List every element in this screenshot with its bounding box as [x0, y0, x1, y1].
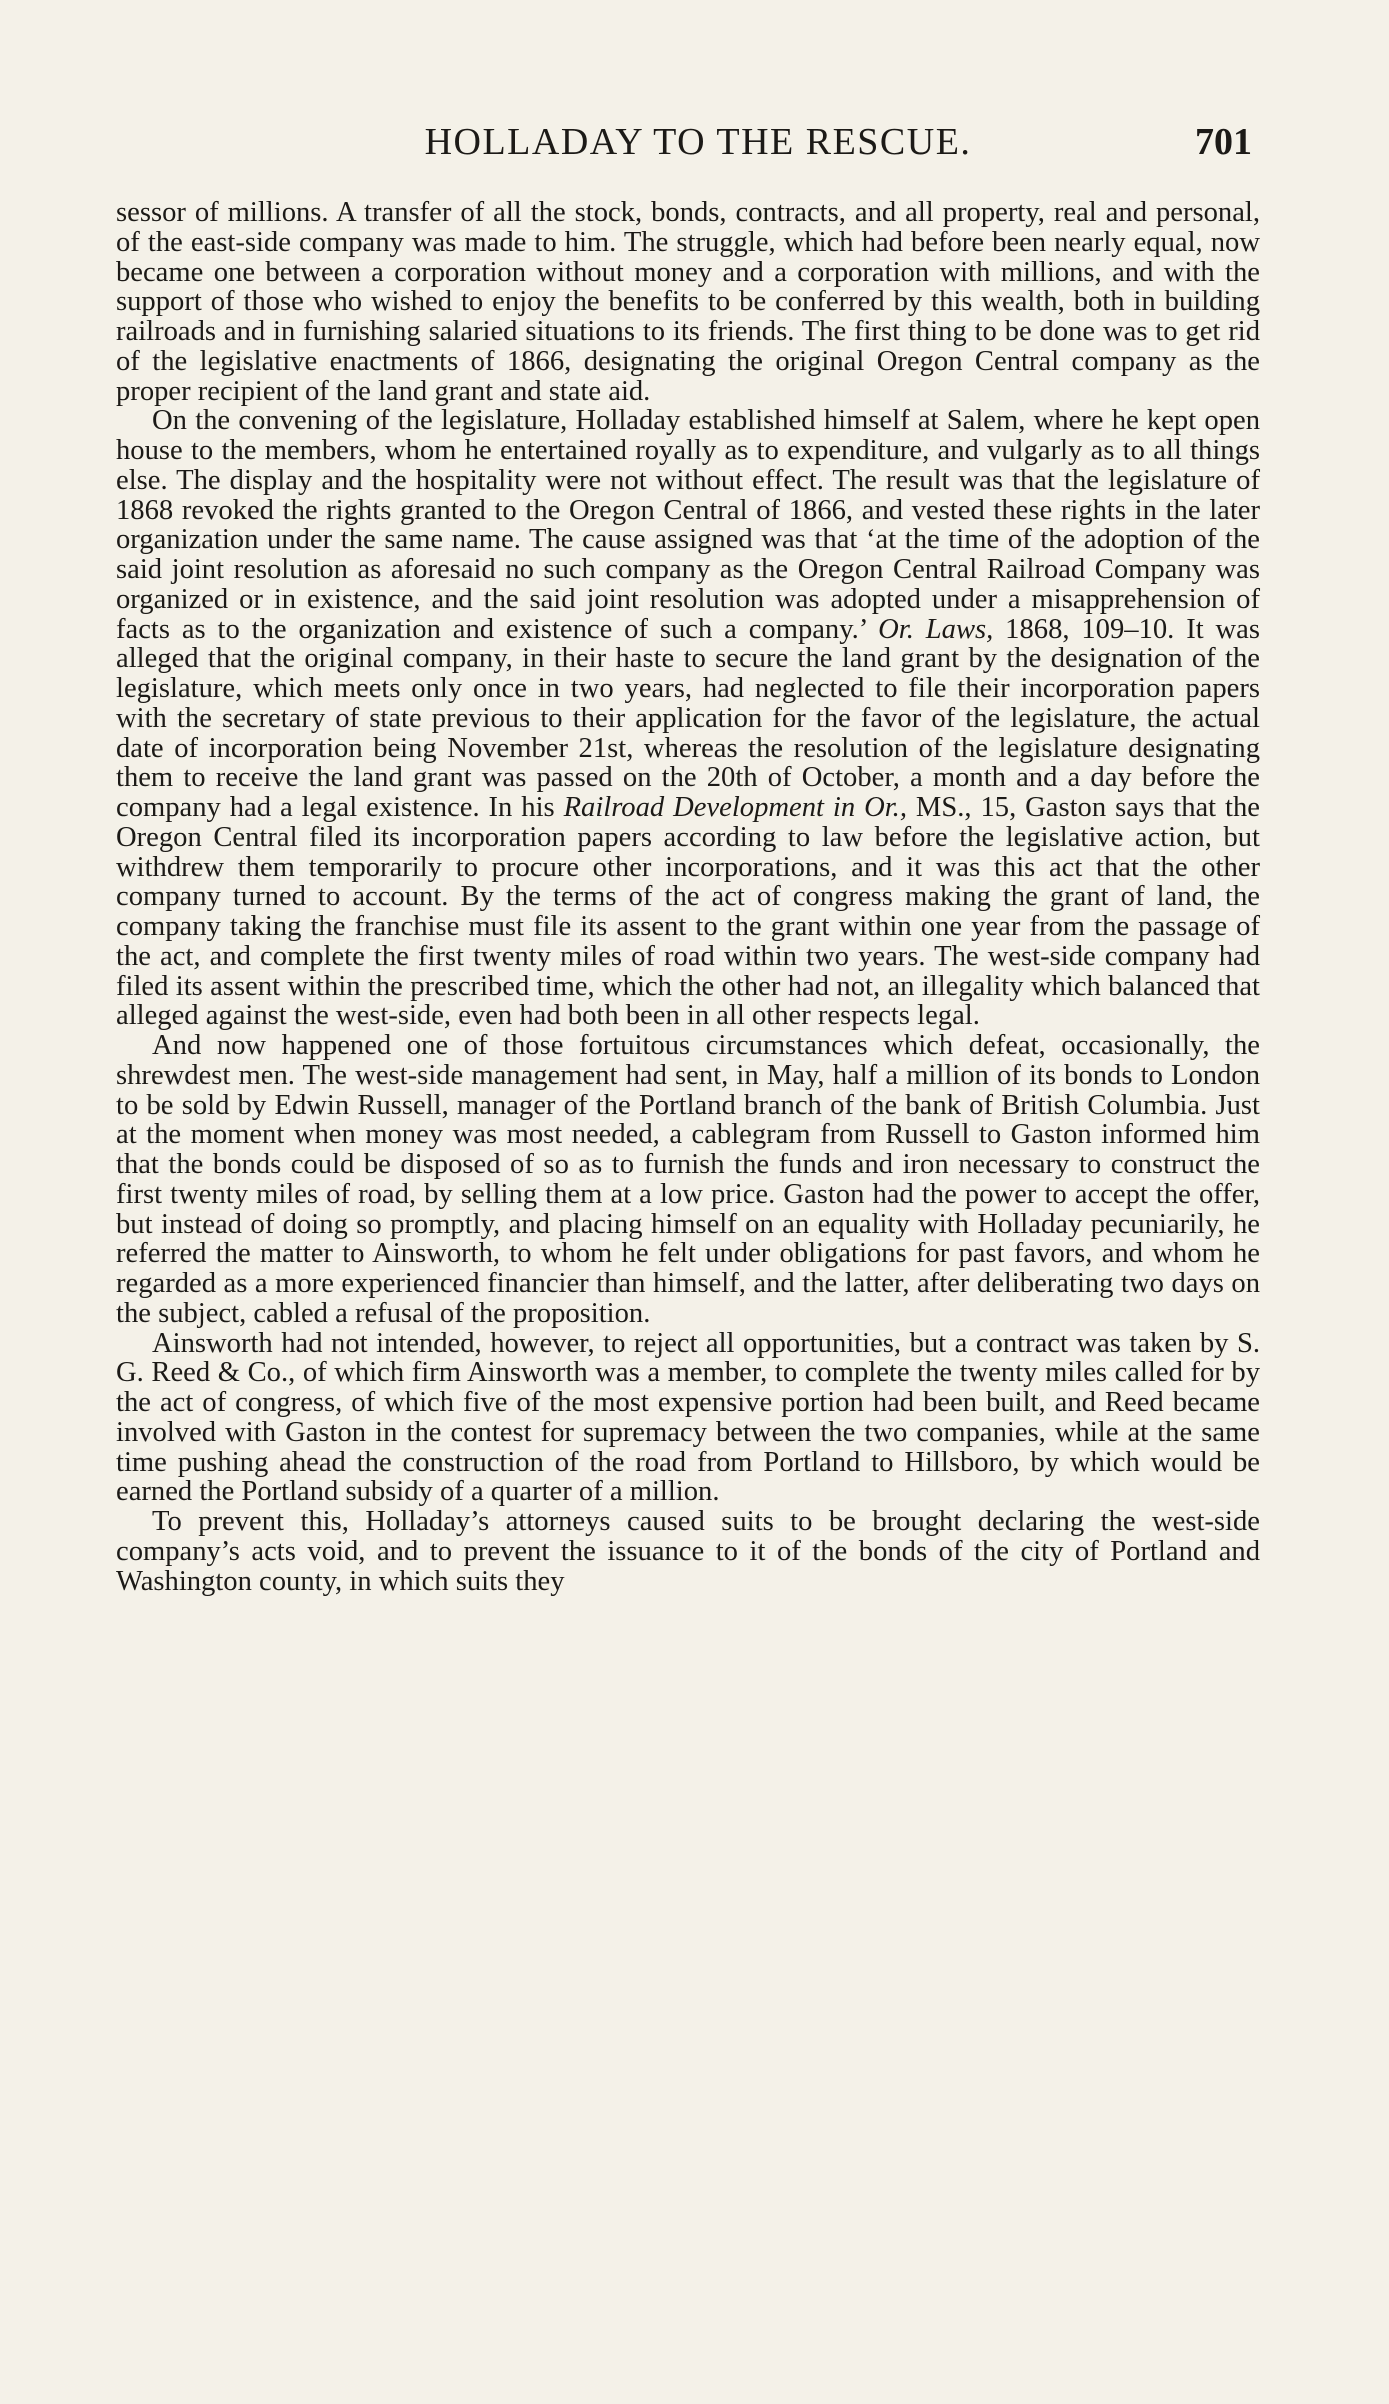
- page-number: 701: [1195, 121, 1252, 163]
- paragraph-5: To prevent this, Holladay’s attorneys caused suits to be brought declaring the west-side company’s acts void, and to prevent the issuance to it of the bonds of the city of Portland and Washington county, in which suits they: [116, 1506, 1260, 1597]
- book-page: [116, 120, 1260, 1596]
- paragraph-2-part-c: MS., 15, Gaston says that the Oregon Central filed its incorporation papers according to law before the legislative action, but withdrew them temporarily to procure other incorporations, and it was this act that the other company turned to account. By the terms of the act of congress making the grant of land, the company taking the franchise must file its assent to the grant within one year from the passage of the act, and complete the first twenty miles of road within two years. The west-side company had filed its assent within the prescribed time, which the other had not, an illegality which balanced that alleged against the west-side, even had both been in all other respects legal.: [116, 792, 1260, 1032]
- paragraph-3: And now happened one of those fortuitous circumstances which defeat, occasionally, the shrewdest men. The west-side management had sent, in May, half a million of its bonds to London to be sold by Edwin Russell, manager of the Portland branch of the bank of British Columbia. Just at the moment when money was most needed, a cablegram from Russell to Gaston informed him that the bonds could be disposed of so as to furnish the funds and iron necessary to construct the first twenty miles of road, by selling them at a low price. Gaston had the power to accept the offer, but instead of doing so promptly, and placing himself on an equality with Holladay pecuniarily, he referred the matter to Ainsworth, to whom he felt under obligations for past favors, and whom he regarded as a more experienced financier than himself, and the latter, after deliberating two days on the subject, cabled a refusal of the proposition.: [116, 1030, 1260, 1329]
- paragraph-4: Ainsworth had not intended, however, to reject all opportunities, but a contract was taken by S. G. Reed & Co., of which firm Ainsworth was a member, to complete the twenty miles called for by the act of congress, of which five of the most expensive portion had been built, and Reed became involved with Gaston in the contest for supremacy between the two companies, while at the same time pushing ahead the construction of the road from Portland to Hillsboro, by which would be earned the Portland subsidy of a quarter of a million.: [116, 1327, 1260, 1508]
- paragraph-2: [116, 406, 1260, 1031]
- citation-railroad-development: Railroad Development in Or.,: [563, 792, 907, 823]
- citation-or-laws: Or. Laws,: [878, 613, 994, 645]
- running-title: HOLLADAY TO THE RESCUE.: [424, 121, 972, 163]
- page-header: [116, 120, 1260, 180]
- paragraph-1: sessor of millions. A transfer of all the stock, bonds, contracts, and all property, real and personal, of the east-side company was made to him. The struggle, which had before been nearly equal, now became one between a corporation without money and a corporation with millions, and with the support of those who wished to enjoy the benefits to be conferred by this wealth, both in building railroads and in furnishing salaried situations to its friends. The first thing to be done was to get rid of the legislative enactments of 1866, designating the original Oregon Central company as the proper recipient of the land grant and state aid.: [116, 197, 1260, 407]
- paragraph-2-part-a: On the convening of the legislature, Holladay established himself at Salem, where he kept open house to the members, whom he entertained royally as to expenditure, and vulgarly as to all things else. The display and the hospitality were not without effect. The result was that the legislature of 1868 revoked the rights granted to the Oregon Central of 1866, and vested these rights in the later organization under the same name. The cause assigned was that ‘at the time of the adoption of the said joint resolution as aforesaid no such company as the Oregon Central Railroad Company was organized or in existence, and the said joint resolution was adopted under a misapprehension of facts as to the organization and existence of such a company.’: [116, 405, 1260, 645]
- paragraph-2-part-b: 1868, 109–10. It was alleged that the original company, in their haste to secure the land grant by the designation of the legislature, which meets only once in two years, had neglected to file their incorporation papers with the secretary of state previous to their application for the favor of the legislature, the actual date of incorporation being November 21st, whereas the resolution of the legislature designating them to receive the land grant was passed on the 20th of October, a month and a day before the company had a legal existence. In his: [116, 613, 1261, 823]
- body-text: [116, 198, 1260, 1596]
